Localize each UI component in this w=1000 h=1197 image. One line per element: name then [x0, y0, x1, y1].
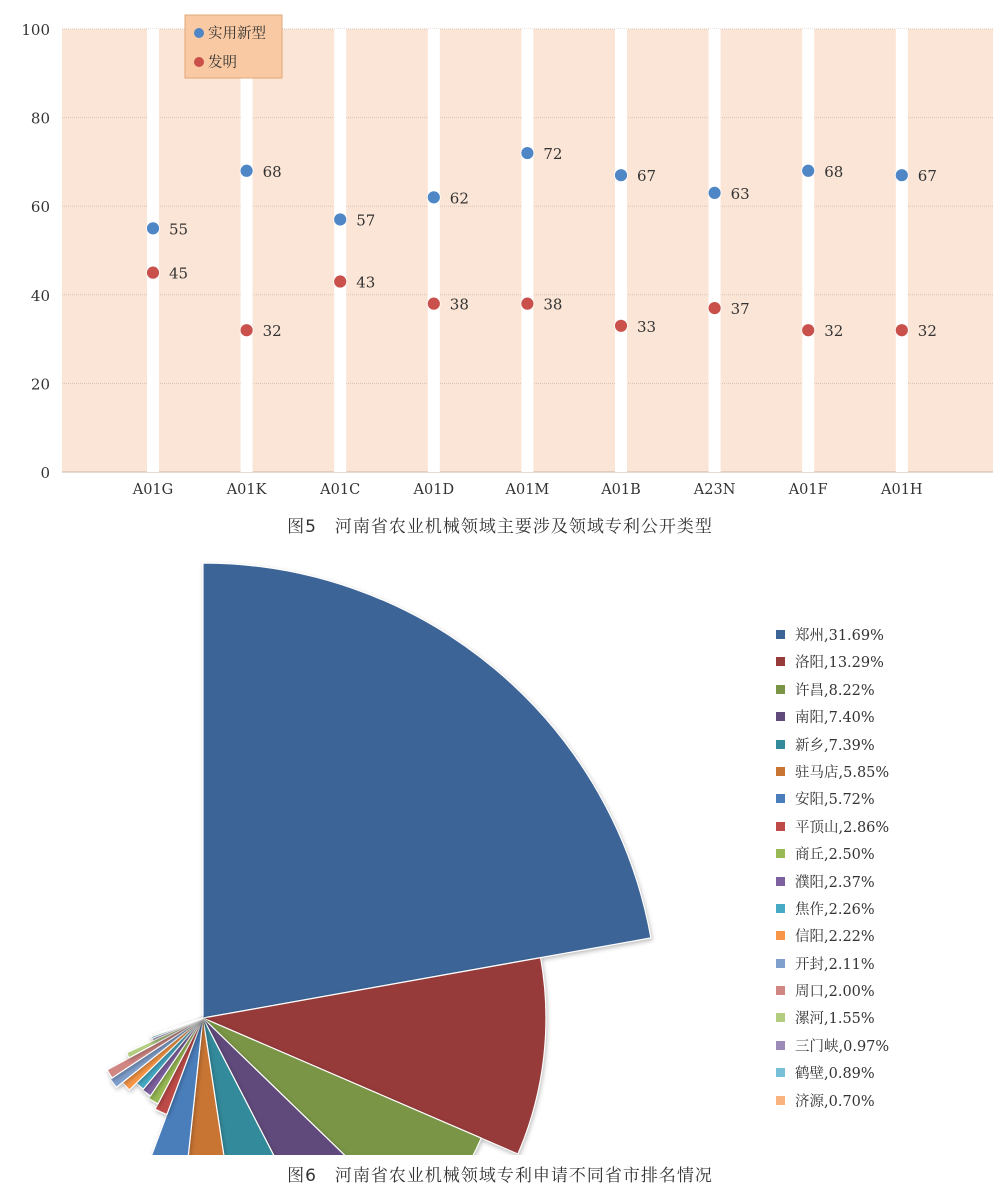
legend-item	[776, 733, 889, 760]
data-label: 68	[262, 162, 282, 181]
legend-label: 濮阳,2.37%	[795, 874, 875, 891]
data-label: 38	[543, 295, 563, 314]
legend-label: 驻马店,5.85%	[795, 764, 890, 781]
legend-item	[776, 623, 889, 650]
category-band	[147, 29, 159, 472]
data-point	[708, 186, 721, 199]
x-tick-label: A23N	[693, 482, 736, 495]
x-tick-label: A01M	[505, 482, 550, 495]
legend-label: 许昌,8.22%	[795, 682, 875, 699]
data-label: 32	[824, 322, 844, 341]
legend-swatch	[776, 794, 785, 803]
category-band	[896, 29, 908, 472]
legend-swatch	[776, 1013, 785, 1022]
data-point	[334, 213, 347, 226]
legend-label: 南阳,7.40%	[795, 710, 875, 727]
legend-swatch	[776, 685, 785, 694]
legend-swatch	[776, 657, 785, 666]
legend-swatch	[776, 712, 785, 721]
legend-item	[776, 897, 889, 924]
legend-swatch	[776, 904, 785, 913]
legend-label: 洛阳,13.29%	[795, 655, 884, 672]
legend-item	[776, 870, 889, 897]
legend-label: 商丘,2.50%	[795, 847, 875, 864]
data-label: 37	[730, 300, 750, 319]
legend-swatch	[776, 1041, 785, 1050]
legend-item	[776, 705, 889, 732]
legend-label: 三门峡,0.97%	[795, 1038, 890, 1055]
category-band	[428, 29, 440, 472]
legend-marker	[194, 28, 204, 38]
data-point	[147, 266, 160, 279]
legend-item	[776, 924, 889, 951]
legend-label: 信阳,2.22%	[795, 929, 875, 946]
legend-item	[776, 678, 889, 705]
data-label: 67	[917, 167, 937, 186]
data-label: 55	[169, 220, 189, 239]
legend-item	[776, 979, 889, 1006]
data-point	[427, 191, 440, 204]
figure6-caption: 图6 河南省农业机械领域专利申请不同省市排名情况	[287, 1166, 713, 1186]
y-tick-label: 20	[30, 375, 50, 394]
category-band	[802, 29, 814, 472]
y-tick-label: 100	[21, 21, 50, 39]
data-point	[521, 297, 534, 310]
y-tick-label: 0	[40, 464, 50, 482]
legend-label: 鹤壁,0.89%	[795, 1066, 875, 1083]
data-point	[802, 324, 815, 337]
data-label: 32	[262, 322, 282, 341]
legend-swatch	[776, 931, 785, 940]
scatter-chart	[0, 0, 1000, 495]
x-tick-label: A01K	[226, 482, 267, 495]
x-tick-label: A01G	[132, 482, 174, 495]
legend-swatch	[776, 959, 785, 968]
legend-item	[776, 1034, 889, 1061]
pie-chart	[0, 555, 760, 1155]
category-band	[241, 29, 253, 472]
x-tick-label: A01B	[601, 482, 641, 495]
data-label: 57	[356, 211, 376, 230]
data-point	[615, 319, 628, 332]
legend-item	[776, 815, 889, 842]
legend-marker	[194, 57, 204, 67]
y-tick-label: 60	[30, 198, 50, 217]
legend-item	[776, 1089, 889, 1116]
x-tick-label: A01C	[320, 482, 361, 495]
data-label: 62	[449, 189, 469, 208]
legend-label: 郑州,31.69%	[795, 628, 884, 644]
data-point	[615, 169, 628, 182]
data-label: 38	[449, 295, 469, 314]
category-band	[521, 29, 533, 472]
legend-label: 实用新型	[208, 26, 266, 42]
data-point	[147, 222, 160, 235]
legend-item	[776, 1061, 889, 1088]
legend-label: 发明	[208, 55, 237, 71]
data-point	[521, 147, 534, 160]
legend-swatch	[776, 630, 785, 639]
data-label: 67	[637, 167, 657, 186]
data-label: 32	[917, 322, 937, 341]
legend-swatch	[776, 986, 785, 995]
legend-label: 周口,2.00%	[795, 984, 875, 1001]
legend-swatch	[776, 767, 785, 776]
legend-label: 开封,2.11%	[795, 956, 875, 973]
legend-label: 焦作,2.26%	[795, 901, 875, 918]
y-tick-label: 40	[30, 286, 50, 305]
figure5-caption: 图5 河南省农业机械领域主要涉及领域专利公开类型	[287, 517, 713, 537]
x-tick-label: A01F	[788, 482, 828, 495]
category-band	[334, 29, 346, 472]
legend-label: 平顶山,2.86%	[795, 819, 890, 836]
pie-slices	[107, 563, 651, 1155]
category-band	[615, 29, 627, 472]
legend-swatch	[776, 849, 785, 858]
data-point	[240, 164, 253, 177]
data-label: 45	[169, 264, 189, 283]
x-tick-label: A01D	[413, 482, 455, 495]
legend-item	[776, 842, 889, 869]
data-label: 68	[824, 162, 844, 181]
legend-item	[776, 760, 889, 787]
x-tick-label: A01H	[881, 482, 923, 495]
legend-label: 济源,0.70%	[795, 1093, 875, 1110]
data-point	[895, 324, 908, 337]
data-point	[427, 297, 440, 310]
legend-label: 安阳,5.72%	[795, 792, 875, 809]
data-label: 33	[637, 317, 657, 336]
data-point	[240, 324, 253, 337]
legend-item	[776, 650, 889, 677]
legend-item	[776, 787, 889, 814]
data-label: 63	[730, 184, 750, 203]
data-point	[895, 169, 908, 182]
legend-label: 漯河,1.55%	[795, 1011, 875, 1028]
legend-label: 新乡,7.39%	[795, 737, 875, 754]
legend-swatch	[776, 1068, 785, 1077]
legend-swatch	[776, 877, 785, 886]
data-point	[802, 164, 815, 177]
category-band	[709, 29, 721, 472]
legend-item	[776, 1006, 889, 1033]
legend-swatch	[776, 822, 785, 831]
pie-legend	[776, 623, 889, 1116]
data-label: 72	[543, 145, 563, 164]
data-label: 43	[356, 273, 376, 292]
data-point	[334, 275, 347, 288]
legend-item	[776, 952, 889, 979]
legend-swatch	[776, 740, 785, 749]
y-tick-label: 80	[30, 109, 50, 128]
pie-slice	[203, 563, 651, 1018]
data-point	[708, 302, 721, 315]
chart-legend	[185, 15, 282, 78]
legend-swatch	[776, 1096, 785, 1105]
